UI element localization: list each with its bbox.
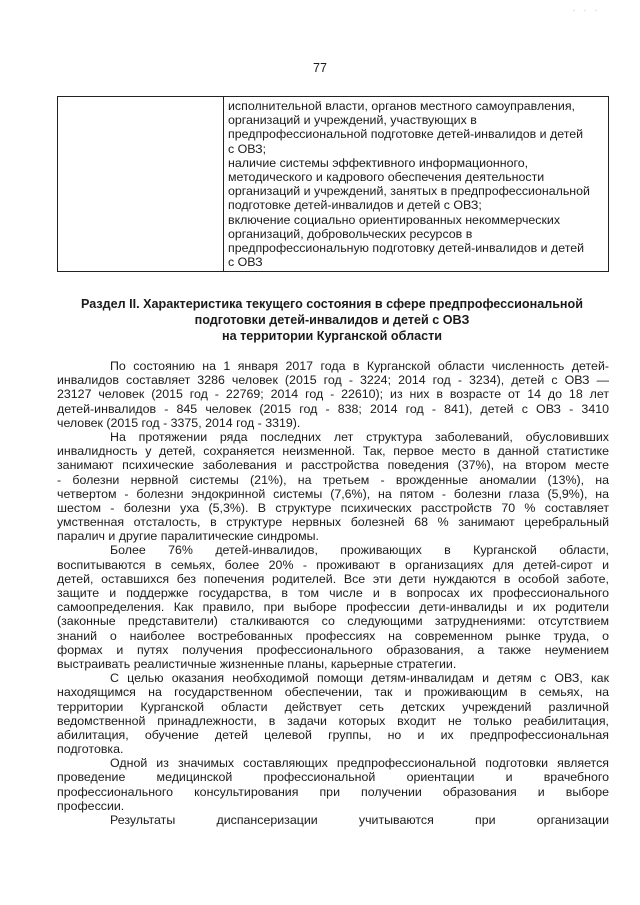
- section-title-line: Раздел II. Характеристика текущего состояния в сфере предпрофессиональной: [81, 297, 583, 311]
- section-title-line: на территории Курганской области: [221, 329, 442, 343]
- body-line: Более 76% детей-инвалидов, проживающих в Курганской области,: [110, 543, 609, 558]
- continuation-table: [57, 96, 609, 272]
- table-line: организаций и учреждений, занятых в предпрофессиональной: [228, 184, 590, 199]
- table-line: исполнительной власти, органов местного самоуправления,: [228, 99, 575, 113]
- body-line: профессионального консультирования при получении образования и выборе: [57, 784, 609, 799]
- table-line: включение социально ориентированных некоммерческих: [228, 212, 561, 227]
- table-line: организаций и учреждений, участвующих в: [228, 113, 477, 128]
- body-line: проведение медицинской профессиональной ориентации и врачебного: [57, 770, 609, 785]
- body-line: паралич и другие паралитические синдромы.: [57, 529, 319, 544]
- table-line: предпрофессиональную подготовку детей-инвалидов и детей: [228, 241, 585, 256]
- body-line: На протяжении ряда последних лет структура заболеваний, обусловивших: [110, 429, 609, 444]
- body-line: человек (2015 год - 3375, 2014 год - 3319).: [57, 415, 301, 430]
- body-line: формах и путях получения профессионального образования, а также неумением: [57, 642, 609, 657]
- body-line: профессии.: [57, 798, 125, 813]
- body-line: находящимся на государственном обеспечении, так и проживающим в семьях, на: [57, 685, 609, 700]
- body-line: 23127 человек (2015 год - 22769; 2014 год - 22610); из них в возрасте от 14 до 18 лет: [57, 387, 609, 402]
- page-number: 77: [313, 61, 327, 75]
- table-line: методического и кадрового обеспечения деятельности: [228, 170, 545, 185]
- body-line: детей-инвалидов - 845 человек (2015 год - 838; 2014 год - 841), детей с ОВЗ - 3410: [57, 401, 609, 416]
- table-line: подготовке детей-инвалидов и детей с ОВЗ;: [228, 198, 482, 213]
- table-left-cell: [58, 97, 224, 271]
- body-line: С целью оказания необходимой помощи детям-инвалидам и детям с ОВЗ, как: [110, 671, 609, 686]
- section-title-line: подготовки детей-инвалидов и детей с ОВЗ: [194, 313, 470, 327]
- body-line: территории Курганской области действует сеть детских учреждений различной: [57, 699, 609, 714]
- table-line: с ОВЗ;: [228, 141, 267, 156]
- body-line: (законные представители) сталкиваются со следующими затруднениями: отсутствием: [57, 614, 609, 629]
- body-line: умственная отсталость, в структуре нервных болезней 68 % занимают церебральный: [57, 515, 609, 530]
- body-line: инвалидность у детей, сохраняется неизменной. Так, первое место в данной статистике: [57, 444, 609, 459]
- body-line: защите и поддержке государства, в том числе и в вопросах их профессионального: [57, 586, 609, 600]
- body-line: шестом - болезни уха (5,3%). В структуре психических расстройств 70 % составляет: [57, 500, 609, 515]
- table-line: наличие системы эффективного информационного,: [228, 155, 529, 170]
- section-title: [57, 296, 607, 344]
- table-line: предпрофессиональной подготовке детей-инвалидов и детей: [228, 127, 584, 142]
- body-line: воспитываются в семьях, более 20% - проживают в организациях для детей-сирот и: [57, 557, 609, 572]
- body-line: Одной из значимых составляющих предпрофессиональной подготовки является: [110, 756, 609, 771]
- body-line: Результаты диспансеризации учитываются при организации: [110, 813, 609, 827]
- table-line: с ОВЗ: [228, 255, 263, 270]
- body-line: занимают психические заболевания и расстройства поведения (37%), на втором месте: [57, 458, 609, 473]
- body-line: четвертом - болезни эндокринной системы (7,6%), на пятом - болезни глаза (5,9%), на: [57, 486, 609, 501]
- body-line: детей, оставшихся без попечения родителей. Все эти дети нуждаются в особой заботе,: [57, 571, 609, 586]
- body-line: абилитация, обучение детей целевой группы, но и их предпрофессиональная: [57, 727, 609, 742]
- body-line: подготовка.: [57, 742, 124, 757]
- table-line: организаций, добровольческих ресурсов в: [228, 226, 473, 241]
- body-line: инвалидов составляет 3286 человек (2015 год - 3224; 2014 год - 3234), детей с ОВЗ —: [57, 373, 609, 388]
- body-line: самоопределения. Как правило, при выборе профессии дети-инвалиды и их родители: [57, 600, 609, 615]
- body-line: По состоянию на 1 января 2017 года в Курганской области численность детей-: [110, 359, 609, 373]
- table-right-cell: [224, 97, 608, 271]
- body-line: ведомственной принадлежности, в задачи которых входит не только реабилитация,: [57, 713, 609, 728]
- scan-mark: - - -: [572, 6, 600, 15]
- body-line: знаний о наиболее востребованных профессиях на современном рынке труда, о: [57, 628, 609, 643]
- body-line: выстраивать реалистичные жизненные планы, карьерные стратегии.: [57, 656, 457, 671]
- body-line: - болезни нервной системы (21%), на третьем - врожденные аномалии (13%), на: [57, 472, 609, 487]
- body-text: [57, 359, 609, 827]
